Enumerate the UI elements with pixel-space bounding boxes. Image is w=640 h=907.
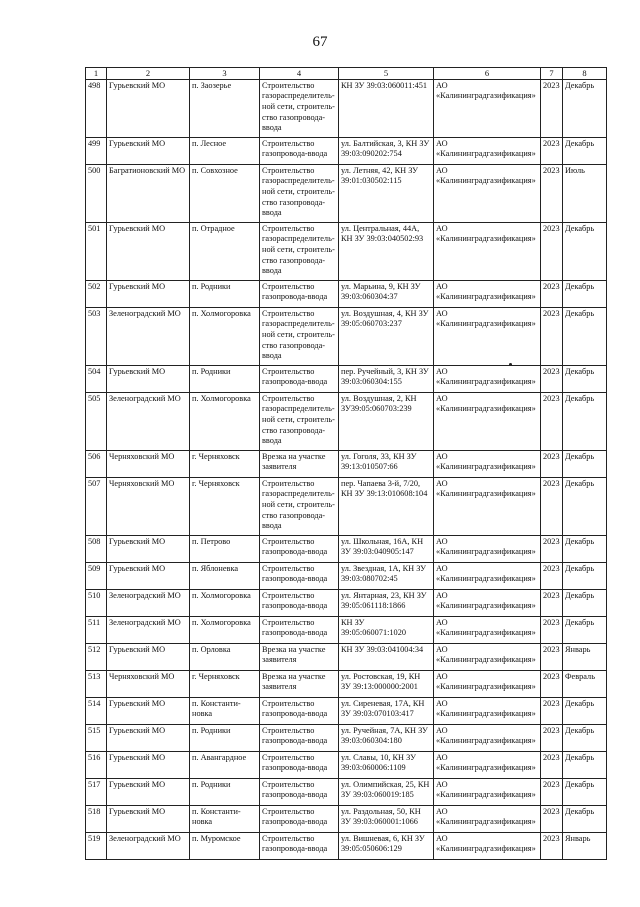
cell-settlement: г. Черняховск [190,477,260,535]
cell-organization: АО «Калининградгазификация» [434,535,541,562]
cell-municipality: Зеленоградский МО [107,589,190,616]
cell-organization: АО «Калининградгазификация» [434,280,541,307]
cell-year: 2023 [541,778,563,805]
cell-settlement: п. Родники [190,724,260,751]
cell-row-number: 506 [86,450,107,477]
cell-municipality: Гурьевский МО [107,805,190,832]
cell-year: 2023 [541,643,563,670]
table-row [86,724,607,751]
cell-address: пер. Ручейный, 3, КН ЗУ 39:03:060304:155 [339,365,434,392]
cell-municipality: Гурьевский МО [107,562,190,589]
cell-year: 2023 [541,477,563,535]
cell-address: ул. Гоголя, 33, КН ЗУ 39:13:010507:66 [339,450,434,477]
cell-address: ул. Вишневая, 6, КН ЗУ 39:05:050606:129 [339,832,434,859]
cell-row-number: 502 [86,280,107,307]
table-row [86,392,607,450]
cell-organization: АО «Калининградгазификация» [434,450,541,477]
table-row [86,751,607,778]
cell-work-type: Строительство газопровода-ввода [260,832,339,859]
cell-row-number: 510 [86,589,107,616]
cell-row-number: 513 [86,670,107,697]
table-row [86,535,607,562]
scan-artifact-dot [509,363,512,366]
cell-settlement: п. Родники [190,778,260,805]
cell-month: Декабрь [563,751,607,778]
cell-month: Декабрь [563,697,607,724]
table-row [86,307,607,365]
cell-municipality: Багратионовский МО [107,164,190,222]
cell-municipality: Гурьевский МО [107,137,190,164]
cell-address: КН ЗУ 39:03:041004:34 [339,643,434,670]
table-row [86,589,607,616]
page-number: 67 [312,34,328,50]
cell-month: Декабрь [563,450,607,477]
cell-row-number: 518 [86,805,107,832]
cell-month: Декабрь [563,365,607,392]
cell-year: 2023 [541,751,563,778]
cell-year: 2023 [541,450,563,477]
cell-address: ул. Славы, 10, КН ЗУ 39:03:060006:1109 [339,751,434,778]
cell-month: Декабрь [563,805,607,832]
cell-month: Декабрь [563,616,607,643]
cell-municipality: Зеленоградский МО [107,616,190,643]
cell-organization: АО «Калининградгазификация» [434,751,541,778]
cell-year: 2023 [541,164,563,222]
cell-year: 2023 [541,535,563,562]
cell-row-number: 504 [86,365,107,392]
cell-work-type: Строительство газопровода-ввода [260,697,339,724]
cell-municipality: Гурьевский МО [107,697,190,724]
cell-municipality: Гурьевский МО [107,643,190,670]
cell-month: Декабрь [563,392,607,450]
cell-row-number: 505 [86,392,107,450]
cell-row-number: 499 [86,137,107,164]
cell-year: 2023 [541,832,563,859]
cell-municipality: Зеленоградский МО [107,307,190,365]
table-row [86,79,607,137]
table-row [86,832,607,859]
cell-settlement: п. Холмогоровка [190,616,260,643]
cell-year: 2023 [541,280,563,307]
cell-row-number: 511 [86,616,107,643]
cell-municipality: Черняховский МО [107,450,190,477]
header-row [86,68,607,80]
cell-year: 2023 [541,562,563,589]
cell-year: 2023 [541,616,563,643]
cell-organization: АО «Калининградгазификация» [434,562,541,589]
column-header: 6 [434,68,541,80]
cell-work-type: Строительство газопровода-ввода [260,616,339,643]
cell-organization: АО «Калининградгазификация» [434,164,541,222]
cell-organization: АО «Калининградгазификация» [434,365,541,392]
cell-year: 2023 [541,365,563,392]
cell-address: ул. Центральная, 44А, КН ЗУ 39:03:040502:93 [339,222,434,280]
column-header: 7 [541,68,563,80]
cell-row-number: 519 [86,832,107,859]
cell-work-type: Строительство газопровода-ввода [260,751,339,778]
cell-settlement: п. Холмогоровка [190,589,260,616]
cell-address: КН ЗУ 39:03:060011:451 [339,79,434,137]
cell-settlement: п. Холмогоровка [190,307,260,365]
cell-row-number: 515 [86,724,107,751]
table-row [86,778,607,805]
cell-month: Декабрь [563,535,607,562]
cell-municipality: Зеленоградский МО [107,392,190,450]
table-row [86,562,607,589]
cell-work-type: Строительство газораспределитель-ной сети, строитель-ство газопровода-ввода [260,392,339,450]
cell-address: ул. Воздушная, 2, КН ЗУ39:05:060703:239 [339,392,434,450]
cell-address: ул. Олимпийская, 25, КН ЗУ 39:03:060019:185 [339,778,434,805]
cell-work-type: Врезка на участке заявителя [260,643,339,670]
cell-organization: АО «Калининградгазификация» [434,805,541,832]
cell-row-number: 508 [86,535,107,562]
cell-year: 2023 [541,137,563,164]
cell-month: Декабрь [563,562,607,589]
cell-year: 2023 [541,392,563,450]
cell-row-number: 500 [86,164,107,222]
cell-address: ул. Раздольная, 50, КН ЗУ 39:03:060001:1066 [339,805,434,832]
cell-settlement: г. Черняховск [190,670,260,697]
table-body [86,79,607,859]
cell-address: пер. Чапаева 3-й, 7/20, КН ЗУ 39:13:010608:104 [339,477,434,535]
cell-work-type: Строительство газопровода-ввода [260,365,339,392]
cell-month: Декабрь [563,307,607,365]
cell-settlement: п. Авангардное [190,751,260,778]
column-header: 3 [190,68,260,80]
cell-row-number: 503 [86,307,107,365]
cell-work-type: Врезка на участке заявителя [260,450,339,477]
table-row [86,365,607,392]
cell-organization: АО «Калининградгазификация» [434,697,541,724]
cell-organization: АО «Калининградгазификация» [434,307,541,365]
cell-address: КН ЗУ 39:05:060071:1020 [339,616,434,643]
cell-municipality: Гурьевский МО [107,751,190,778]
cell-settlement: п. Яблоневка [190,562,260,589]
table-row [86,805,607,832]
cell-row-number: 514 [86,697,107,724]
cell-year: 2023 [541,805,563,832]
cell-address: ул. Марьина, 9, КН ЗУ 39:03:060304:37 [339,280,434,307]
gasification-table [85,67,607,860]
cell-row-number: 516 [86,751,107,778]
cell-row-number: 517 [86,778,107,805]
table-row [86,280,607,307]
cell-address: ул. Сиреневая, 17А, КН ЗУ 39:03:070103:417 [339,697,434,724]
cell-month: Декабрь [563,222,607,280]
cell-month: Декабрь [563,477,607,535]
cell-month: Январь [563,832,607,859]
cell-row-number: 509 [86,562,107,589]
cell-municipality: Гурьевский МО [107,222,190,280]
cell-municipality: Черняховский МО [107,670,190,697]
table-row [86,616,607,643]
cell-year: 2023 [541,724,563,751]
cell-municipality: Гурьевский МО [107,778,190,805]
cell-address: ул. Янтарная, 23, КН ЗУ 39:05:061118:1866 [339,589,434,616]
cell-organization: АО «Калининградгазификация» [434,137,541,164]
cell-work-type: Строительство газопровода-ввода [260,137,339,164]
cell-municipality: Гурьевский МО [107,79,190,137]
cell-municipality: Гурьевский МО [107,535,190,562]
cell-address: ул. Школьная, 16А, КН ЗУ 39:03:040905:147 [339,535,434,562]
cell-year: 2023 [541,307,563,365]
cell-month: Декабрь [563,79,607,137]
cell-settlement: п. Муромское [190,832,260,859]
cell-settlement: п. Родники [190,280,260,307]
cell-month: Декабрь [563,589,607,616]
cell-settlement: п. Константи-новка [190,805,260,832]
cell-address: ул. Балтийская, 3, КН ЗУ 39:03:090202:754 [339,137,434,164]
cell-address: ул. Летняя, 42, КН ЗУ 39:01:030502:115 [339,164,434,222]
cell-organization: АО «Калининградгазификация» [434,778,541,805]
cell-work-type: Строительство газораспределитель-ной сети, строитель-ство газопровода-ввода [260,222,339,280]
cell-month: Декабрь [563,137,607,164]
column-header: 5 [339,68,434,80]
cell-address: ул. Ручейная, 7А, КН ЗУ 39:03:060304:180 [339,724,434,751]
cell-organization: АО «Калининградгазификация» [434,222,541,280]
cell-settlement: п. Орловка [190,643,260,670]
cell-municipality: Гурьевский МО [107,280,190,307]
cell-work-type: Строительство газораспределитель-ной сети, строитель-ство газопровода-ввода [260,164,339,222]
cell-settlement: п. Совхозное [190,164,260,222]
cell-address: ул. Воздушная, 4, КН ЗУ 39:05:060703:237 [339,307,434,365]
cell-work-type: Врезка на участке заявителя [260,670,339,697]
cell-settlement: п. Лесное [190,137,260,164]
cell-row-number: 498 [86,79,107,137]
column-header: 8 [563,68,607,80]
cell-work-type: Строительство газопровода-ввода [260,562,339,589]
table-row [86,697,607,724]
cell-year: 2023 [541,79,563,137]
cell-organization: АО «Калининградгазификация» [434,477,541,535]
cell-settlement: г. Черняховск [190,450,260,477]
cell-year: 2023 [541,589,563,616]
cell-organization: АО «Калининградгазификация» [434,392,541,450]
cell-month: Февраль [563,670,607,697]
cell-month: Декабрь [563,724,607,751]
cell-work-type: Строительство газопровода-ввода [260,535,339,562]
cell-settlement: п. Петрово [190,535,260,562]
table-row [86,477,607,535]
cell-address: ул. Ростовская, 19, КН ЗУ 39:13:000000:2001 [339,670,434,697]
cell-work-type: Строительство газораспределитель-ной сети, строитель-ство газопровода-ввода [260,307,339,365]
cell-row-number: 512 [86,643,107,670]
table-row [86,670,607,697]
cell-organization: АО «Калининградгазификация» [434,643,541,670]
cell-year: 2023 [541,222,563,280]
cell-settlement: п. Родники [190,365,260,392]
cell-year: 2023 [541,697,563,724]
cell-municipality: Черняховский МО [107,477,190,535]
cell-settlement: п. Холмогоровка [190,392,260,450]
cell-municipality: Гурьевский МО [107,365,190,392]
cell-organization: АО «Калининградгазификация» [434,79,541,137]
cell-settlement: п. Заозерье [190,79,260,137]
cell-month: Июль [563,164,607,222]
table-row [86,222,607,280]
cell-work-type: Строительство газораспределитель-ной сети, строитель-ство газопровода-ввода [260,79,339,137]
cell-work-type: Строительство газопровода-ввода [260,724,339,751]
cell-row-number: 501 [86,222,107,280]
cell-work-type: Строительство газораспределитель-ной сети, строитель-ство газопровода-ввода [260,477,339,535]
column-header: 4 [260,68,339,80]
cell-settlement: п. Константи-новка [190,697,260,724]
table-row [86,164,607,222]
cell-organization: АО «Калининградгазификация» [434,832,541,859]
cell-row-number: 507 [86,477,107,535]
cell-work-type: Строительство газопровода-ввода [260,805,339,832]
cell-year: 2023 [541,670,563,697]
cell-organization: АО «Калининградгазификация» [434,616,541,643]
cell-month: Декабрь [563,778,607,805]
table-row [86,643,607,670]
cell-municipality: Зеленоградский МО [107,832,190,859]
table-row [86,450,607,477]
cell-municipality: Гурьевский МО [107,724,190,751]
cell-month: Январь [563,643,607,670]
cell-month: Декабрь [563,280,607,307]
column-header: 2 [107,68,190,80]
table-row [86,137,607,164]
cell-organization: АО «Калининградгазификация» [434,670,541,697]
cell-work-type: Строительство газопровода-ввода [260,280,339,307]
cell-work-type: Строительство газопровода-ввода [260,778,339,805]
cell-address: ул. Звездная, 1А, КН ЗУ 39:03:080702:45 [339,562,434,589]
cell-settlement: п. Отрадное [190,222,260,280]
cell-organization: АО «Калининградгазификация» [434,589,541,616]
cell-work-type: Строительство газопровода-ввода [260,589,339,616]
cell-organization: АО «Калининградгазификация» [434,724,541,751]
column-header: 1 [86,68,107,80]
